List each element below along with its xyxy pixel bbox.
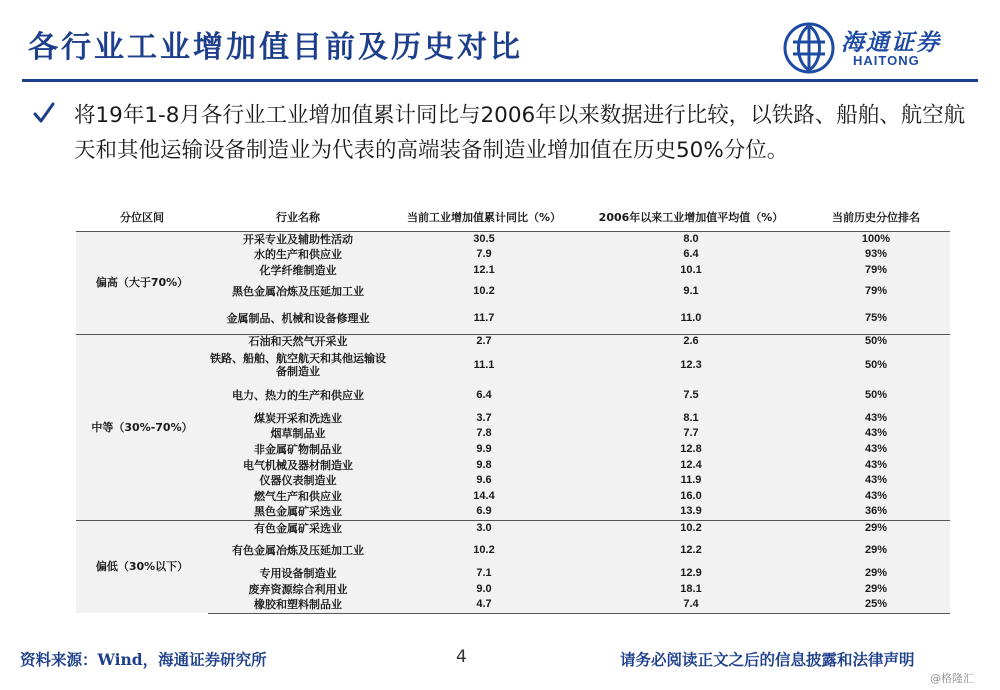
historical-average-cell: 6.4 bbox=[580, 247, 802, 262]
percentile-rank-cell: 43% bbox=[802, 457, 950, 473]
percentile-rank-cell: 29% bbox=[802, 520, 950, 536]
industry-name-cell: 有色金属矿采选业 bbox=[208, 520, 388, 536]
current-growth-cell: 7.1 bbox=[388, 565, 580, 581]
historical-average-cell: 11.0 bbox=[580, 304, 802, 334]
industry-name-cell: 电气机械及器材制造业 bbox=[208, 457, 388, 473]
historical-average-cell: 18.1 bbox=[580, 581, 802, 597]
historical-average-cell: 12.4 bbox=[580, 457, 802, 473]
historical-average-cell: 12.9 bbox=[580, 565, 802, 581]
current-growth-cell: 30.5 bbox=[388, 231, 580, 247]
current-growth-cell: 3.7 bbox=[388, 410, 580, 426]
group-label-mid: 中等（30%-70%） bbox=[76, 334, 208, 520]
industry-name-cell: 橡胶和塑料制品业 bbox=[208, 597, 388, 613]
table-row bbox=[76, 381, 950, 410]
historical-average-cell: 13.9 bbox=[580, 504, 802, 520]
title-divider bbox=[22, 79, 978, 82]
industry-name-cell: 煤炭开采和洗选业 bbox=[208, 410, 388, 426]
percentile-rank-cell: 79% bbox=[802, 278, 950, 304]
percentile-rank-cell: 50% bbox=[802, 349, 950, 381]
industry-name-cell: 黑色金属冶炼及压延加工业 bbox=[208, 278, 388, 304]
header-current-growth: 当前工业增加值累计同比（%） bbox=[388, 204, 580, 231]
disclaimer-note: 请务必阅读正文之后的信息披露和法律声明 bbox=[620, 650, 915, 669]
table-row bbox=[76, 231, 950, 247]
current-growth-cell: 10.2 bbox=[388, 536, 580, 565]
table-row bbox=[76, 504, 950, 520]
table-row bbox=[76, 473, 950, 488]
industry-name-cell: 水的生产和供应业 bbox=[208, 247, 388, 262]
historical-average-cell: 8.0 bbox=[580, 231, 802, 247]
table-row bbox=[76, 520, 950, 536]
industry-table bbox=[76, 204, 950, 624]
percentile-rank-cell: 29% bbox=[802, 536, 950, 565]
industry-name-cell: 非金属矿物制品业 bbox=[208, 441, 388, 457]
source-note: 资料来源：Wind，海通证券研究所 bbox=[20, 650, 267, 669]
current-growth-cell: 12.1 bbox=[388, 262, 580, 278]
percentile-rank-cell: 50% bbox=[802, 381, 950, 410]
historical-average-cell: 12.3 bbox=[580, 349, 802, 381]
industry-name-cell: 黑色金属矿采选业 bbox=[208, 504, 388, 520]
historical-average-cell: 8.1 bbox=[580, 410, 802, 426]
slide-title: 各行业工业增加值目前及历史对比 bbox=[28, 30, 523, 65]
current-growth-cell: 6.9 bbox=[388, 504, 580, 520]
percentile-rank-cell: 50% bbox=[802, 334, 950, 349]
header-historical-average: 2006年以来工业增加值平均值（%） bbox=[580, 204, 802, 231]
table-row bbox=[76, 262, 950, 278]
industry-name-cell: 石油和天然气开采业 bbox=[208, 334, 388, 349]
industry-name-cell: 废弃资源综合利用业 bbox=[208, 581, 388, 597]
table-row bbox=[76, 334, 950, 349]
percentile-rank-cell: 43% bbox=[802, 410, 950, 426]
percentile-rank-cell: 93% bbox=[802, 247, 950, 262]
historical-average-cell: 9.1 bbox=[580, 278, 802, 304]
historical-average-cell: 7.7 bbox=[580, 426, 802, 441]
table-row bbox=[76, 278, 950, 304]
percentile-rank-cell: 43% bbox=[802, 473, 950, 488]
table-row bbox=[76, 581, 950, 597]
historical-average-cell: 2.6 bbox=[580, 334, 802, 349]
historical-average-cell: 10.1 bbox=[580, 262, 802, 278]
summary-bullet bbox=[32, 98, 972, 168]
table-row bbox=[76, 565, 950, 581]
percentile-rank-cell: 100% bbox=[802, 231, 950, 247]
percentile-rank-cell: 43% bbox=[802, 488, 950, 504]
historical-average-cell: 7.5 bbox=[580, 381, 802, 410]
percentile-rank-cell: 79% bbox=[802, 262, 950, 278]
table-row bbox=[76, 488, 950, 504]
table-row bbox=[76, 247, 950, 262]
industry-name-cell: 有色金属冶炼及压延加工业 bbox=[208, 536, 388, 565]
logo-chinese-name: 海通证券 bbox=[841, 29, 941, 56]
logo-english-name: HAITONG bbox=[853, 53, 920, 68]
historical-average-cell: 12.2 bbox=[580, 536, 802, 565]
table-row bbox=[76, 536, 950, 565]
current-growth-cell: 10.2 bbox=[388, 278, 580, 304]
percentile-rank-cell: 29% bbox=[802, 581, 950, 597]
historical-average-cell: 16.0 bbox=[580, 488, 802, 504]
header-industry-name: 行业名称 bbox=[208, 204, 388, 231]
percentile-rank-cell: 75% bbox=[802, 304, 950, 334]
header-percentile-band: 分位区间 bbox=[76, 204, 208, 231]
industry-name-cell: 烟草制品业 bbox=[208, 426, 388, 441]
historical-average-cell: 12.8 bbox=[580, 441, 802, 457]
current-growth-cell: 9.9 bbox=[388, 441, 580, 457]
current-growth-cell: 6.4 bbox=[388, 381, 580, 410]
current-growth-cell: 2.7 bbox=[388, 334, 580, 349]
table-row bbox=[76, 304, 950, 334]
table-row bbox=[76, 426, 950, 441]
industry-name-cell: 金属制品、机械和设备修理业 bbox=[208, 304, 388, 334]
industry-name-cell: 燃气生产和供应业 bbox=[208, 488, 388, 504]
industry-name-cell: 化学纤维制造业 bbox=[208, 262, 388, 278]
group-label-low: 偏低（30%以下） bbox=[76, 520, 208, 613]
table-row bbox=[76, 457, 950, 473]
table-row bbox=[76, 410, 950, 426]
watermark: @格隆汇 bbox=[930, 672, 974, 685]
current-growth-cell: 3.0 bbox=[388, 520, 580, 536]
checkmark-icon bbox=[32, 100, 56, 126]
group-label-high: 偏高（大于70%） bbox=[76, 231, 208, 334]
percentile-rank-cell: 25% bbox=[802, 597, 950, 613]
title-bar bbox=[0, 0, 1000, 92]
current-growth-cell: 7.8 bbox=[388, 426, 580, 441]
percentile-rank-cell: 29% bbox=[802, 565, 950, 581]
historical-average-cell: 11.9 bbox=[580, 473, 802, 488]
industry-name-cell: 专用设备制造业 bbox=[208, 565, 388, 581]
percentile-rank-cell: 43% bbox=[802, 426, 950, 441]
current-growth-cell: 4.7 bbox=[388, 597, 580, 613]
table-row bbox=[76, 441, 950, 457]
industry-name-cell: 开采专业及辅助性活动 bbox=[208, 231, 388, 247]
percentile-rank-cell: 36% bbox=[802, 504, 950, 520]
industry-name-cell: 铁路、船舶、航空航天和其他运输设备制造业 bbox=[208, 349, 388, 381]
table-row bbox=[76, 349, 950, 381]
current-growth-cell: 9.6 bbox=[388, 473, 580, 488]
percentile-rank-cell: 43% bbox=[802, 441, 950, 457]
current-growth-cell: 11.7 bbox=[388, 304, 580, 334]
industry-name-cell: 仪器仪表制造业 bbox=[208, 473, 388, 488]
current-growth-cell: 9.8 bbox=[388, 457, 580, 473]
current-growth-cell: 9.0 bbox=[388, 581, 580, 597]
page-number: 4 bbox=[456, 647, 467, 667]
table-header-row bbox=[76, 204, 950, 231]
industry-name-cell: 电力、热力的生产和供应业 bbox=[208, 381, 388, 410]
current-growth-cell: 14.4 bbox=[388, 488, 580, 504]
current-growth-cell: 11.1 bbox=[388, 349, 580, 381]
table-row bbox=[76, 597, 950, 613]
table-body bbox=[76, 231, 950, 613]
current-growth-cell: 7.9 bbox=[388, 247, 580, 262]
historical-average-cell: 10.2 bbox=[580, 520, 802, 536]
haitong-logo-icon bbox=[783, 22, 835, 74]
historical-average-cell: 7.4 bbox=[580, 597, 802, 613]
header-percentile-rank: 当前历史分位排名 bbox=[802, 204, 950, 231]
haitong-logo bbox=[783, 18, 973, 74]
summary-text: 将19年1-8月各行业工业增加值累计同比与2006年以来数据进行比较，以铁路、船舶、航空航天和其他运输设备制造业为代表的高端装备制造业增加值在历史50%分位。 bbox=[74, 103, 966, 163]
